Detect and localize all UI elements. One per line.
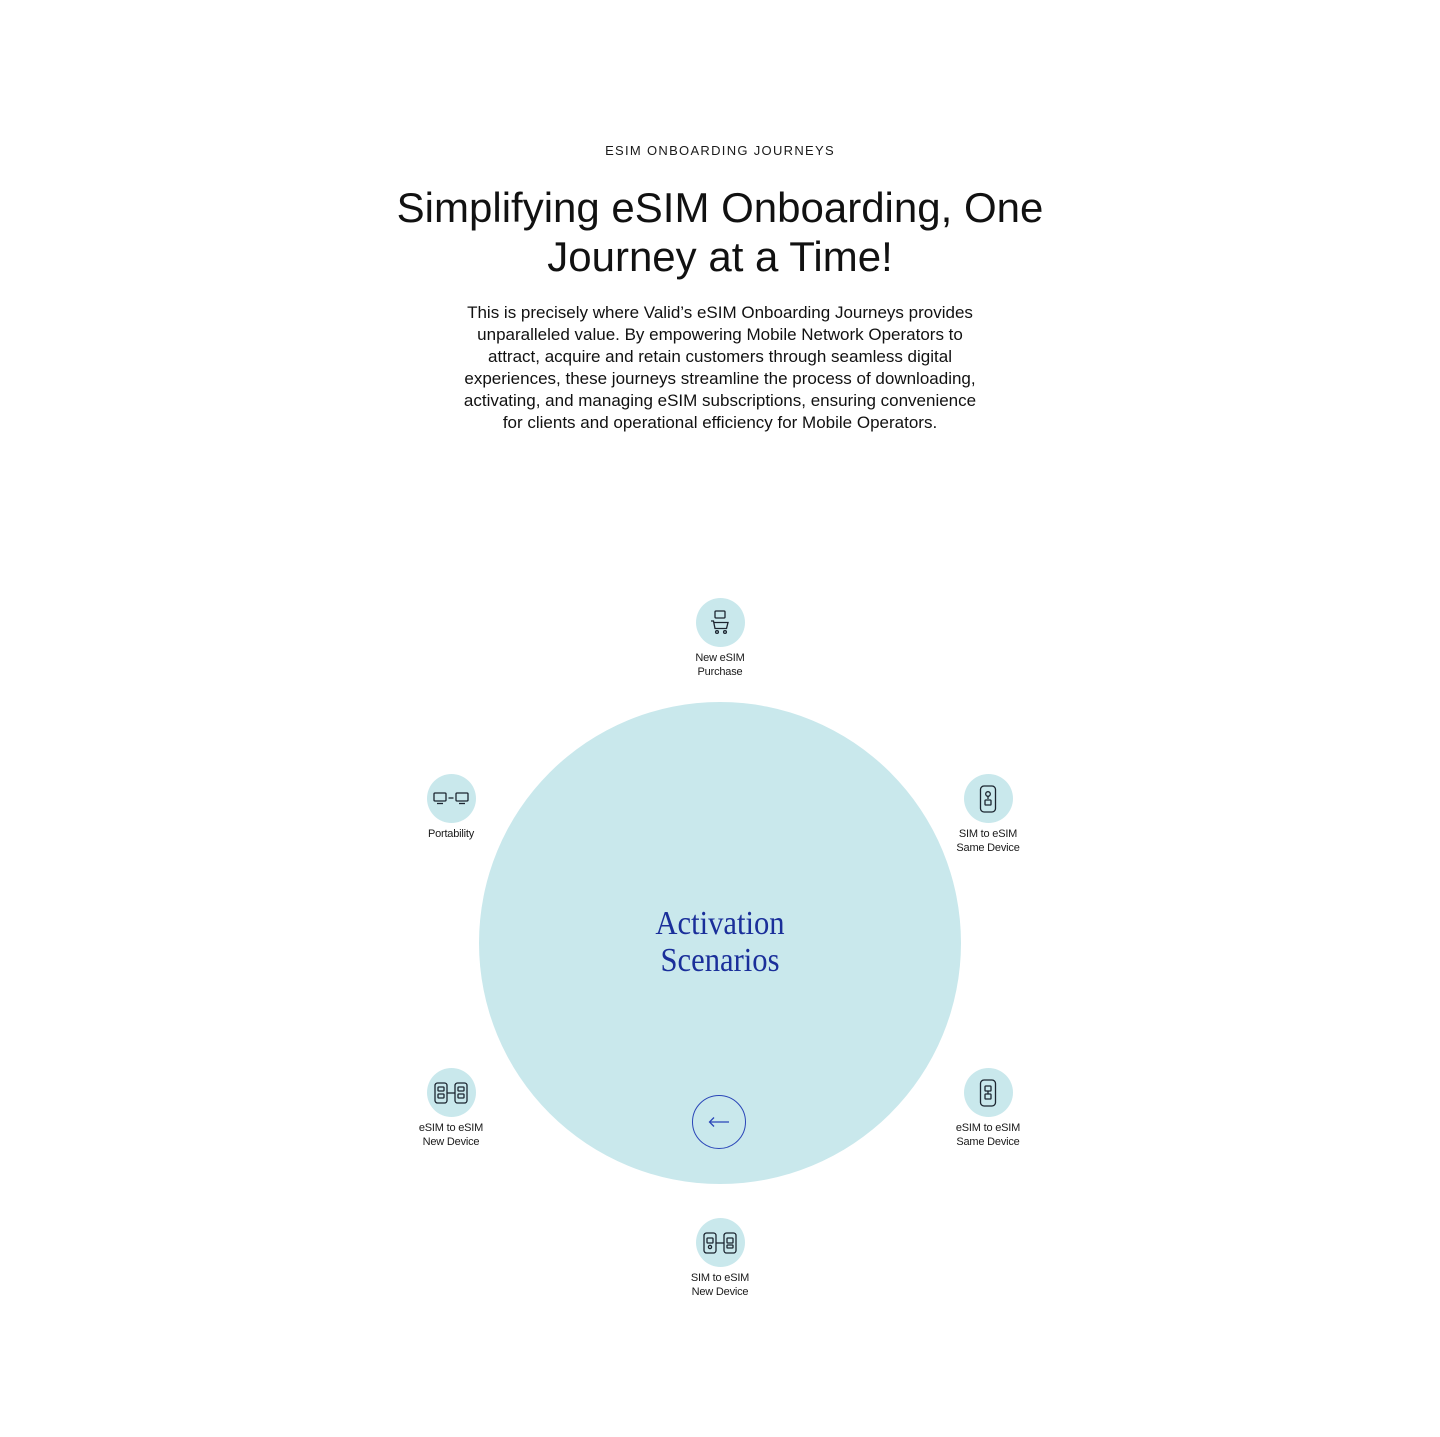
scenario-icon-circle — [964, 774, 1013, 823]
scenario-icon-circle — [964, 1068, 1013, 1117]
scenario-esim-to-esim-same-device[interactable] — [918, 1068, 1058, 1149]
scenario-portability[interactable] — [381, 774, 521, 842]
scenario-sim-to-esim-same-device[interactable] — [918, 774, 1058, 855]
scenario-icon-circle — [696, 598, 745, 647]
sim-transfer-icon — [703, 1232, 737, 1254]
esim-transfer-icon — [434, 1082, 468, 1104]
hub-title-line-1: Activation — [655, 905, 785, 942]
scenario-label: SIM to eSIM New Device — [690, 1272, 750, 1298]
section-intro: This is precisely where Valid’s eSIM Onboarding Journeys provides unparalleled value. By empowering Mobile Network Operators to attract, acquire and retain customers through seamless digital experiences, these journeys streamline the process of downloading, activating, and managing eSIM subscriptions, ensuring convenience for clients and operational efficiency for Mobile Operators. — [463, 303, 977, 432]
scenario-label: eSIM to eSIM Same Device — [955, 1122, 1021, 1148]
scenario-esim-to-esim-new-device[interactable] — [381, 1068, 521, 1149]
scenario-icon-circle — [696, 1218, 745, 1267]
scenario-label: SIM to eSIM Same Device — [956, 828, 1020, 854]
sim-device-icon — [979, 785, 997, 813]
shopping-cart-icon — [709, 610, 731, 636]
hub-title — [576, 905, 864, 979]
section-headline: Simplifying eSIM Onboarding, One Journey at a Time! — [396, 184, 1044, 280]
scenario-label: Portability — [427, 828, 475, 840]
scenario-icon-circle — [427, 1068, 476, 1117]
arrow-left-icon — [708, 1116, 730, 1128]
scenario-new-esim-purchase[interactable] — [650, 598, 790, 679]
portability-icon — [433, 791, 469, 807]
scenario-label: New eSIM Purchase — [695, 652, 745, 678]
back-button[interactable] — [692, 1095, 746, 1149]
hub-title-line-2: Scenarios — [660, 942, 780, 979]
scenario-label: eSIM to eSIM New Device — [418, 1122, 484, 1148]
scenario-icon-circle — [427, 774, 476, 823]
esim-device-icon — [979, 1079, 997, 1107]
scenario-sim-to-esim-new-device[interactable] — [650, 1218, 790, 1299]
section-eyebrow: ESIM ONBOARDING JOURNEYS — [605, 143, 835, 158]
